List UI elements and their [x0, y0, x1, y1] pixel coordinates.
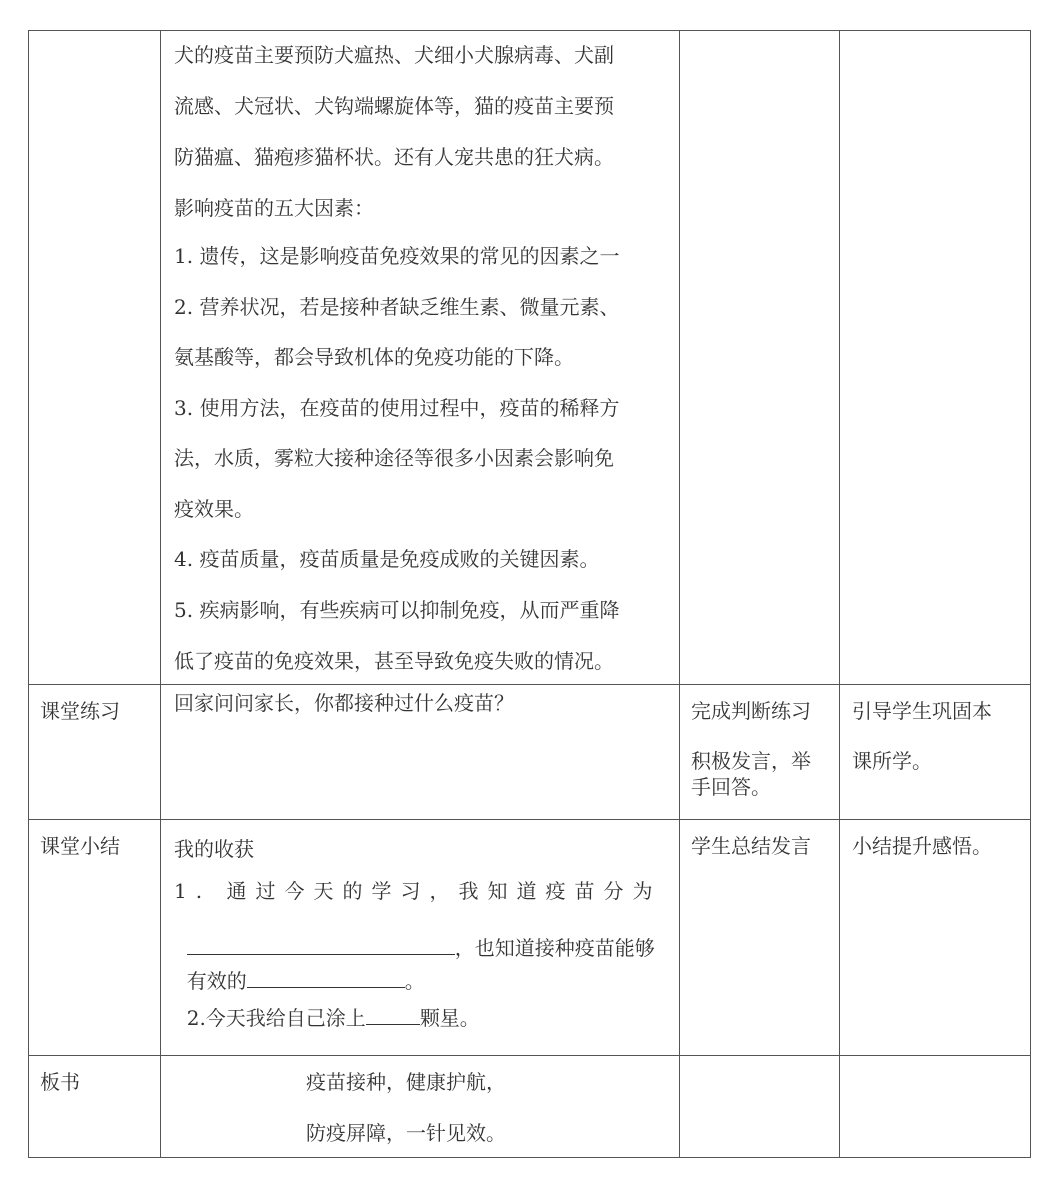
column-divider-2 [679, 30, 680, 1158]
summary-item-1: 1. 通过今天的学习，我知道疫苗分为 [174, 879, 662, 903]
row-divider-3 [28, 1055, 1031, 1056]
fill-in-blank[interactable] [366, 1002, 420, 1025]
content-line: 2. 营养状况，若是接种者缺乏维生素、微量元素、 [174, 295, 620, 319]
practice-student-activity: 完成判断练习 [691, 699, 811, 723]
content-line: 犬的疫苗主要预防犬瘟热、犬细小犬腺病毒、犬副 [174, 43, 614, 67]
table-border-right [1030, 30, 1031, 1158]
summary-student-activity: 学生总结发言 [691, 834, 811, 858]
row-divider-2 [28, 819, 1031, 820]
summary-purpose: 小结提升感悟。 [852, 834, 992, 858]
summary-item-2-suffix: 颗星。 [419, 1006, 480, 1030]
board-line: 防疫屏障，一针见效。 [306, 1121, 506, 1145]
content-line: 法，水质，雾粒大接种途径等很多小因素会影响免 [174, 446, 614, 470]
row-label-board: 板书 [40, 1070, 80, 1094]
practice-student-activity: 积极发言，举 [691, 749, 811, 773]
summary-item-2-prefix: 2.今天我给自己涂上 [186, 1006, 366, 1030]
summary-item-2 [174, 978, 480, 1031]
summary-item-1-line3-prefix: 有效的 [186, 969, 247, 993]
content-line: 疫效果。 [174, 497, 254, 521]
summary-item-1-mid: ，也知道接种疫苗能够 [454, 936, 655, 960]
table-border-bottom [28, 1157, 1031, 1158]
table-border-left [28, 30, 29, 1158]
content-line: 3. 使用方法，在疫苗的使用过程中，疫苗的稀释方 [174, 396, 620, 420]
board-line: 疫苗接种，健康护航， [306, 1070, 506, 1094]
content-line: 5. 疾病影响，有些疾病可以抑制免疫，从而严重降 [174, 598, 620, 622]
column-divider-1 [160, 30, 161, 1158]
summary-item-1-end: 。 [404, 969, 425, 993]
content-line: 4. 疫苗质量，疫苗质量是免疫成败的关键因素。 [174, 547, 600, 571]
column-divider-3 [839, 30, 840, 1158]
content-line: 影响疫苗的五大因素： [174, 196, 374, 220]
row-label-summary: 课堂小结 [40, 834, 120, 858]
content-line: 氨基酸等，都会导致机体的免疫功能的下降。 [174, 345, 574, 369]
row-label-practice: 课堂练习 [40, 699, 120, 723]
content-line: 1. 遗传，这是影响疫苗免疫效果的常见的因素之一 [174, 244, 620, 268]
practice-purpose: 课所学。 [852, 749, 932, 773]
content-line: 低了疫苗的免疫效果，甚至导致免疫失败的情况。 [174, 649, 614, 673]
content-line: 流感、犬冠状、犬钩端螺旋体等，猫的疫苗主要预 [174, 94, 614, 118]
practice-student-activity: 手回答。 [691, 775, 771, 799]
summary-heading: 我的收获 [174, 837, 254, 861]
practice-content: 回家问问家长，你都接种过什么疫苗？ [174, 691, 514, 715]
practice-purpose: 引导学生巩固本 [852, 699, 992, 723]
content-line: 防猫瘟、猫疱疹猫杯状。还有人宠共患的狂犬病。 [174, 145, 614, 169]
